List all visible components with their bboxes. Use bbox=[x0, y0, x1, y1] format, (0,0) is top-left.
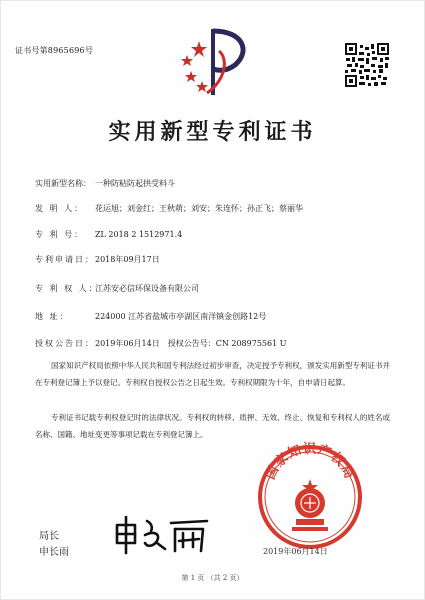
field-label: 专 利 号： bbox=[35, 230, 85, 239]
signatory bbox=[39, 529, 69, 561]
field-grant-date bbox=[35, 338, 286, 349]
field-patent-number bbox=[35, 229, 182, 240]
field-value: 花运旭；刘金红；王秋萌；刘安；朱连怀；孙正飞；蔡丽华 bbox=[95, 204, 303, 213]
field-application-date bbox=[35, 254, 160, 265]
field-label: 专 利 权 人： bbox=[35, 284, 99, 293]
field-address bbox=[35, 311, 266, 322]
field-value: 一种防粘防起拱受料斗 bbox=[95, 179, 175, 188]
field-value: 2019年06月14日 授权公告号：CN 208975561 U bbox=[95, 339, 287, 348]
field-label: 发 明 人： bbox=[35, 204, 85, 213]
cnipa-logo-icon bbox=[169, 21, 255, 103]
handwritten-signature-icon bbox=[111, 513, 211, 555]
field-patentee bbox=[35, 283, 199, 294]
svg-text:国家知识产权局: 国家知识产权局 bbox=[262, 441, 358, 482]
field-value: ZL 2018 2 1512971.4 bbox=[95, 230, 183, 239]
issue-date: 2019年06月14日 bbox=[263, 547, 328, 556]
field-utility-model-name bbox=[35, 178, 175, 189]
field-label: 地 址： bbox=[35, 312, 70, 321]
certificate-title: 实用新型专利证书 bbox=[108, 119, 317, 145]
body-paragraph-1: 国家知识产权局依照中华人民共和国专利法经过初步审查，决定授予专利权，颁发实用新型专利证书并在专利登记簿上予以登记。专利权自授权公告之日起生效。专利权期限为十年，自申请日起算。 bbox=[35, 361, 390, 387]
field-inventors bbox=[35, 203, 303, 214]
field-value: 江苏安必信环保设备有限公司 bbox=[95, 284, 199, 293]
signatory-title: 局长 bbox=[39, 531, 59, 542]
page-footer: 第 1 页 （共 2 页） bbox=[181, 574, 244, 582]
field-label: 授权公告日： bbox=[35, 339, 95, 348]
signatory-name: 申长雨 bbox=[39, 547, 69, 558]
qr-code-icon bbox=[345, 43, 389, 87]
field-value: 2018年09月17日 bbox=[95, 255, 160, 264]
body-paragraph-2: 专利证书记载专利权登记时的法律状况。专利权的转移、质押、无效、终止、恢复和专利权人的姓名或名称、国籍、地址变更等事项记载在专利登记簿上。 bbox=[35, 413, 390, 439]
official-seal-icon bbox=[254, 441, 366, 553]
field-label: 专利申请日： bbox=[35, 255, 95, 264]
field-label: 实用新型名称： bbox=[35, 179, 91, 188]
certificate-number: 证书号第8965696号 bbox=[15, 46, 94, 55]
field-value: 224000 江苏省盐城市亭湖区南洋镇金创路12号 bbox=[95, 312, 267, 321]
